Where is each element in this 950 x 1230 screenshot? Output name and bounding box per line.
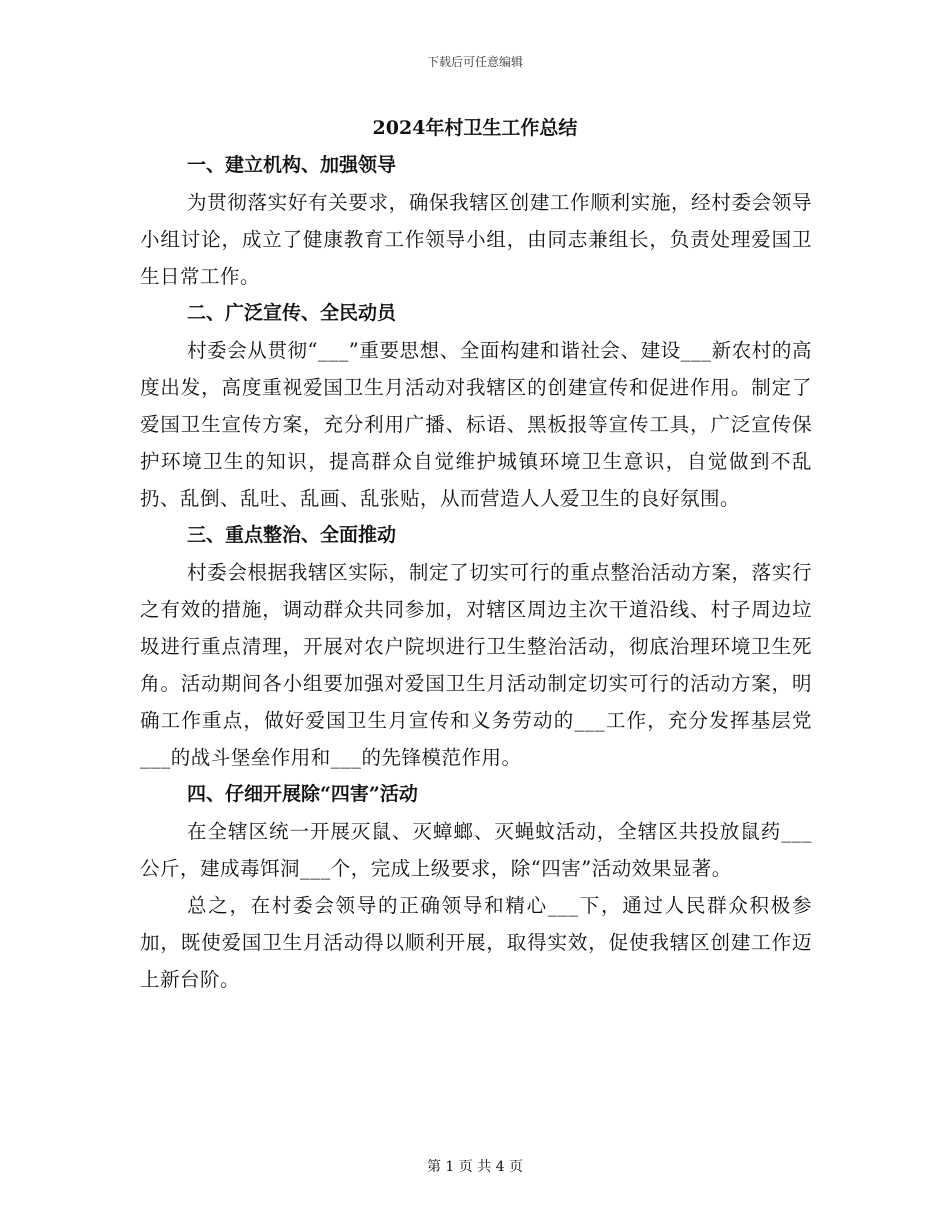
section-heading: 四、仔细开展除“四害”活动 <box>187 783 418 805</box>
section-heading: 二、广泛宣传、全民动员 <box>187 302 397 324</box>
section-paragraph: 村委会从贯彻“___”重要思想、全面构建和谐社会、建设___新农村的高度出发，高度重视爱国卫生月活动对我辖区的创建宣传和促进作用。制定了爱国卫生宣传方案，充分利用广播、标语、黑板报等宣传工具，广泛宣传保护环境卫生的知识，提高群众自觉维护城镇环境卫生意识，自觉做到不乱扔、乱倒、乱吐、乱画、乱张贴，从而营造人人爱卫生的良好氛围。 <box>140 339 812 510</box>
page-number: 第 1 页 共 4 页 <box>426 1159 524 1175</box>
section-organization <box>140 147 812 295</box>
document-title: 2024年村卫生工作总结 <box>372 117 578 139</box>
section-paragraph: 在全辖区统一开展灭鼠、灭蟑螂、灭蝇蚊活动，全辖区共投放鼠药___公斤，建成毒饵洞___个，完成上级要求，除“四害”活动效果显著。 <box>140 820 812 880</box>
document-body <box>140 147 812 998</box>
section-four-pests <box>140 776 812 998</box>
section-paragraph: 村委会根据我辖区实际，制定了切实可行的重点整治活动方案，落实行之有效的措施，调动群众共同参加，对辖区周边主次干道沿线、村子周边垃圾进行重点清理，开展对农户院坝进行卫生整治活动，彻底治理环境卫生死角。活动期间各小组要加强对爱国卫生月活动制定切实可行的活动方案，明确工作重点，做好爱国卫生月宣传和义务劳动的___工作，充分发挥基层党___的战斗堡垒作用和___的先锋模范作用。 <box>140 561 812 769</box>
section-rectification <box>140 517 812 776</box>
section-heading: 一、建立机构、加强领导 <box>187 154 397 176</box>
section-paragraph: 为贯彻落实好有关要求，确保我辖区创建工作顺利实施，经村委会领导小组讨论，成立了健康教育工作领导小组，由同志兼组长，负责处理爱国卫生日常工作。 <box>140 191 812 288</box>
section-heading: 三、重点整治、全面推动 <box>187 524 397 546</box>
header-note: 下载后可任意编辑 <box>426 55 523 69</box>
conclusion-paragraph: 总之，在村委会领导的正确领导和精心___下，通过人民群众积极参加，既使爱国卫生月活动得以顺利开展，取得实效，促使我辖区创建工作迈上新台阶。 <box>140 894 812 991</box>
section-publicity <box>140 295 812 517</box>
